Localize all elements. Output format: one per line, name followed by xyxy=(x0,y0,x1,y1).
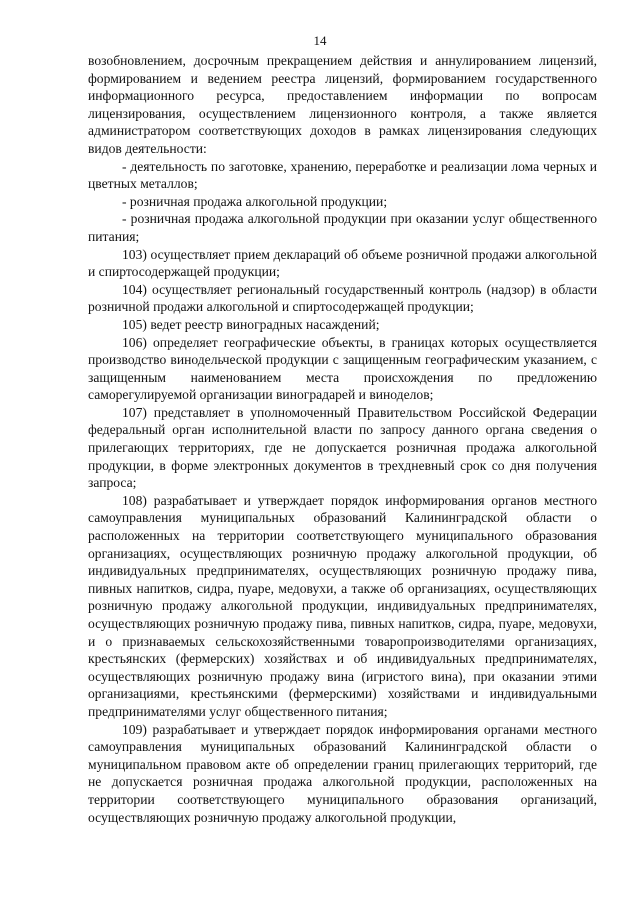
paragraph-103: 103) осуществляет прием деклараций об объеме розничной продажи алкогольной и спиртосодержащей продукции; xyxy=(88,246,597,280)
paragraph-108: 108) разрабатывает и утверждает порядок информирования органов местного самоуправления муниципальных образований Калининградской области о расположенных на территории соответствующего муниципального образования организациях, осуществляющих розничную продажу алкогольной продукции, об индивидуальных предпринимателях, осуществляющих розничную продажу пива, пивных напитков, сидра, пуаре, медовухи, а также об организациях, осуществляющих розничную продажу алкогольной продукции, индивидуальных предпринимателях, осуществляющих розничную продажу пива, пивных напитков, сидра, пуаре, медовухи, и о признаваемых сельскохозяйственными товаропроизводителями организациях, крестьянских (фермерских) хозяйствах и об индивидуальных предпринимателях, осуществляющих розничную продажу вина (игристого вина), при оказании этими организациями, крестьянскими (фермерскими) хозяйствами и индивидуальными предпринимателями услуг общественного питания; xyxy=(88,492,597,719)
list-item-scrap-metal: - деятельность по заготовке, хранению, переработке и реализации лома черных и цветных металлов; xyxy=(88,158,597,192)
paragraph-continuation: возобновлением, досрочным прекращением действия и аннулированием лицензий, формированием и ведением реестра лицензий, формированием государственного информационного ресурса, предоставлением информации по вопросам лицензирования, осуществлением лицензионного контроля, а также является администратором соответствующих доходов в рамках лицензирования следующих видов деятельности: xyxy=(88,53,597,156)
paragraph-104: 104) осуществляет региональный государственный контроль (надзор) в области розничной продажи алкогольной и спиртосодержащей продукции; xyxy=(88,281,597,315)
paragraph-109: 109) разрабатывает и утверждает порядок информирования органами местного самоуправления муниципальных образований Калининградской области о муниципальном правовом акте об определении границ прилегающих территорий, где не допускается розничная продажа алкогольной продукции, расположенных на территории соответствующего муниципального образования организаций, осуществляющих розничную продажу алкогольной продукции, xyxy=(88,721,597,825)
page-number: 14 xyxy=(313,33,327,48)
paragraph-105: 105) ведет реестр виноградных насаждений; xyxy=(122,316,380,332)
list-item-alcohol-retail: - розничная продажа алкогольной продукции; xyxy=(122,193,388,209)
paragraph-106: 106) определяет географические объекты, в границах которых осуществляется производство винодельческой продукции с защищенным географическим указанием, с защищенным наименованием места происхождения по предложению саморегулируемой организации виноградарей и виноделов; xyxy=(88,334,597,403)
list-item-alcohol-catering: - розничная продажа алкогольной продукции при оказании услуг общественного питания; xyxy=(88,211,597,244)
document-body xyxy=(88,52,597,826)
paragraph-107: 107) представляет в уполномоченный Правительством Российской Федерации федеральный орган исполнительной власти по запросу данного органа сведения о прилегающих территориях, где не допускается розничная продажа алкогольной продукции, в форме электронных документов в трехдневный срок со дня получения запроса; xyxy=(88,404,597,491)
